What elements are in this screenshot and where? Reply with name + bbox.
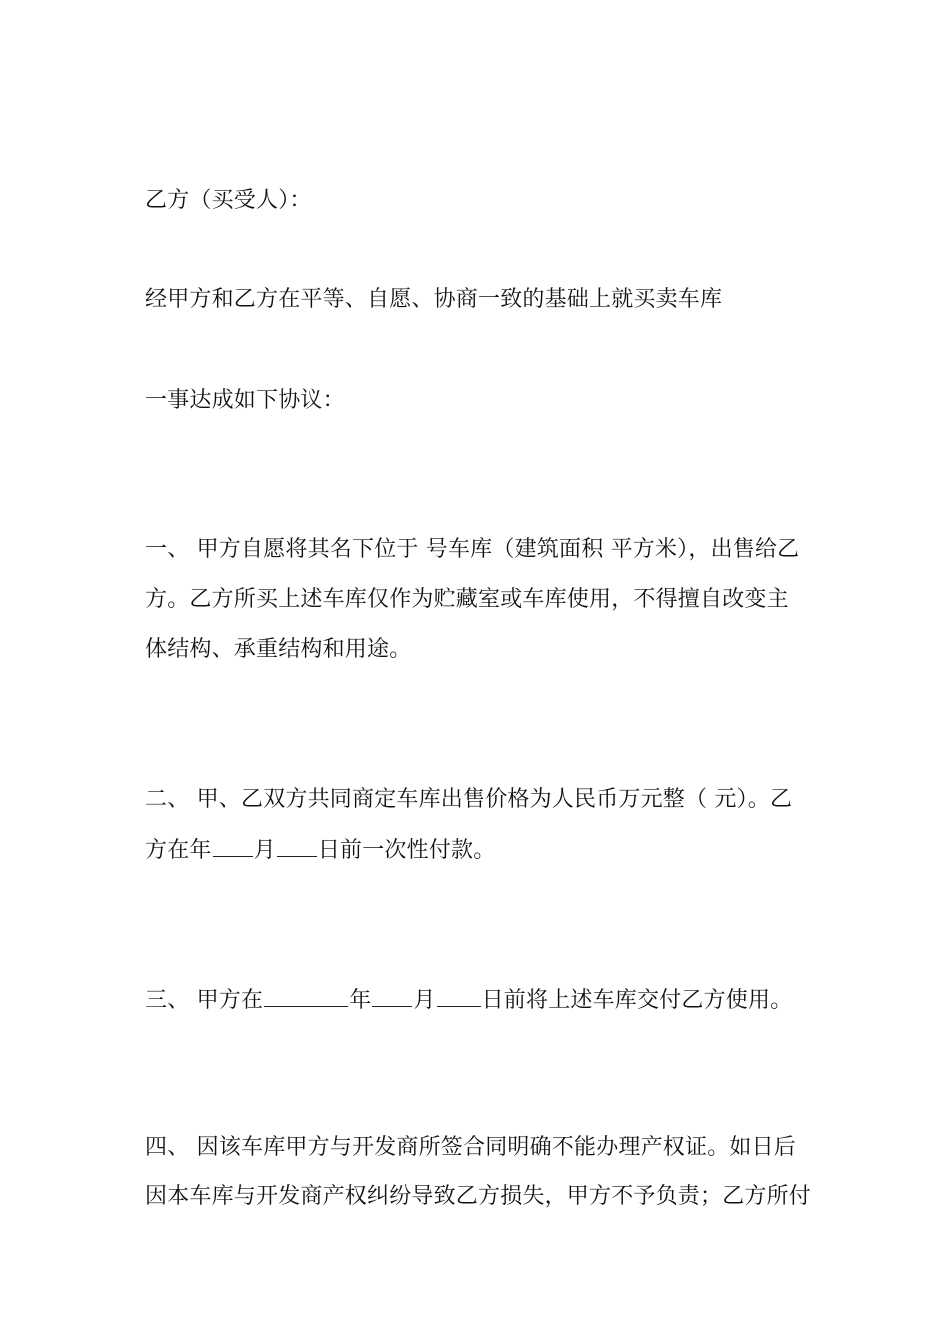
clause-1-line-1: 一、 甲方自愿将其名下位于 号车库（建筑面积 平方米），出售给乙 [145, 537, 800, 562]
clause-1-line-3: 体结构、承重结构和用途。 [145, 637, 412, 662]
preamble-line-1: 经甲方和乙方在平等、自愿、协商一致的基础上就买卖车库 [145, 287, 723, 312]
clause-4-line-2: 因本车库与开发商产权纠纷导致乙方损失，甲方不予负责；乙方所付 [145, 1184, 812, 1209]
fill-blank-month [213, 834, 253, 857]
clause-3-text-a: 三、 甲方在 [145, 988, 264, 1013]
preamble-line-2: 一事达成如下协议： [145, 388, 345, 413]
fill-blank-month [372, 984, 412, 1007]
clause-2-text-b: 月 [253, 838, 276, 863]
clause-3-text-d: 日前将上述车库交付乙方使用。 [481, 988, 793, 1013]
clause-1-line-2: 方。乙方所买上述车库仅作为贮藏室或车库使用，不得擅自改变主 [145, 587, 789, 612]
clause-2-line-1: 二、 甲、乙双方共同商定车库出售价格为人民币万元整（ 元）。乙 [145, 787, 793, 812]
clause-3-text-b: 年 [349, 988, 372, 1013]
clause-3-line [145, 984, 792, 1016]
clause-2-text-a: 方在年 [145, 838, 212, 863]
fill-blank-year [264, 984, 348, 1007]
fill-blank-day [277, 834, 317, 857]
clause-4-line-1: 四、 因该车库甲方与开发商所签合同明确不能办理产权证。如日后 [145, 1135, 796, 1160]
clause-2-text-c: 日前一次性付款。 [317, 838, 496, 863]
clause-3-text-c: 月 [413, 988, 436, 1013]
clause-2-line-2 [145, 834, 495, 866]
party-b-label: 乙方（买受人）： [145, 188, 312, 213]
fill-blank-day [437, 984, 481, 1007]
